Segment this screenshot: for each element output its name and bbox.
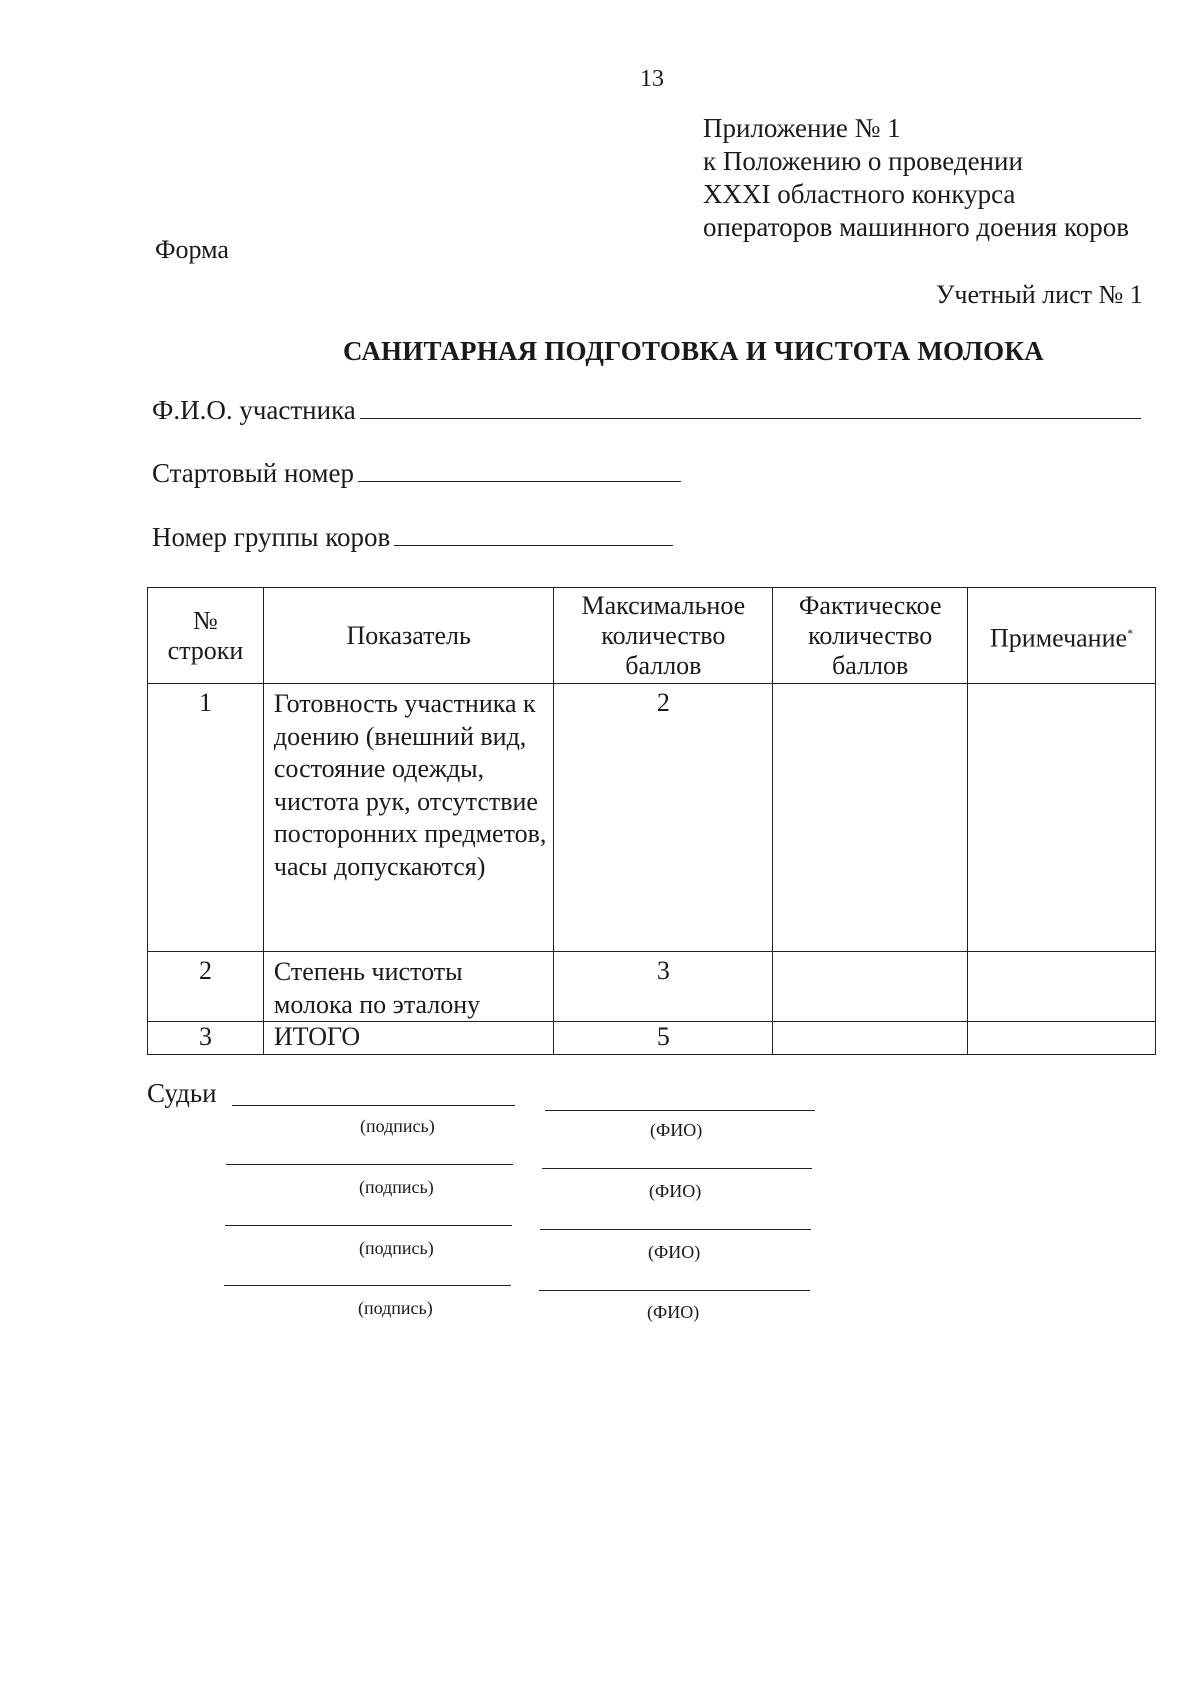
- table-row: [148, 952, 1156, 1022]
- fio-caption: (ФИО): [647, 1302, 700, 1322]
- appendix-block: [703, 112, 1129, 244]
- judges-label: Судьи: [147, 1078, 217, 1108]
- document-title: САНИТАРНАЯ ПОДГОТОВКА И ЧИСТОТА МОЛОКА: [343, 336, 1044, 366]
- fio-caption: (ФИО): [649, 1181, 702, 1201]
- form-label: Форма: [155, 235, 229, 264]
- max-points-cell: 5: [554, 1022, 773, 1055]
- header-text: количество: [808, 620, 933, 650]
- score-table: [147, 587, 1156, 1055]
- cow-group-blank[interactable]: [394, 523, 673, 546]
- max-points-cell: 3: [554, 952, 773, 1022]
- cow-group-field: [152, 522, 673, 553]
- fio-caption: (ФИО): [648, 1242, 701, 1262]
- signature-caption: (подпись): [359, 1177, 434, 1197]
- header-text: Примечание: [990, 623, 1128, 653]
- start-number-blank[interactable]: [358, 459, 681, 482]
- judge-fio-line[interactable]: [540, 1229, 811, 1230]
- header-text: №: [193, 605, 218, 635]
- fio-caption: (ФИО): [650, 1120, 703, 1140]
- table-header-row: [148, 588, 1156, 684]
- start-number-label: Стартовый номер: [152, 458, 354, 488]
- header-text: баллов: [625, 650, 702, 680]
- judge-signature-line[interactable]: [226, 1164, 513, 1165]
- row-number-cell: 3: [148, 1022, 264, 1055]
- row-number-cell: 2: [148, 952, 264, 1022]
- actual-points-cell[interactable]: [773, 1022, 968, 1055]
- participant-name-blank[interactable]: [360, 396, 1141, 419]
- header-text: баллов: [832, 650, 909, 680]
- signature-caption: (подпись): [359, 1238, 434, 1258]
- footnote-mark: *: [1127, 625, 1134, 640]
- table-row: [148, 684, 1156, 952]
- start-number-field: [152, 458, 681, 489]
- header-text: Фактическое: [798, 590, 942, 620]
- note-cell[interactable]: [968, 952, 1156, 1022]
- indicator-cell: Готовность участника к доению (внешний вид, состояние одежды, чистота рук, отсутствие посторонних предметов, часы допускаются): [263, 684, 554, 952]
- appendix-line: XXXI областного конкурса: [703, 179, 1016, 209]
- appendix-line: Приложение № 1: [703, 113, 901, 143]
- signature-caption: (подпись): [360, 1116, 435, 1136]
- note-cell[interactable]: [968, 1022, 1156, 1055]
- header-actual-points: [773, 588, 968, 684]
- actual-points-cell[interactable]: [773, 684, 968, 952]
- judge-fio-line[interactable]: [539, 1290, 810, 1291]
- appendix-line: к Положению о проведении: [703, 146, 1023, 176]
- header-text: Максимальное: [581, 590, 746, 620]
- appendix-line: операторов машинного доения коров: [703, 212, 1129, 242]
- judge-signature-line[interactable]: [225, 1225, 512, 1226]
- judge-fio-line[interactable]: [542, 1168, 812, 1169]
- participant-name-label: Ф.И.О. участника: [152, 395, 356, 425]
- judge-signature-line[interactable]: [224, 1285, 511, 1286]
- page-number: 13: [640, 66, 664, 92]
- sheet-label: Учетный лист № 1: [936, 280, 1143, 309]
- judge-signature-line[interactable]: [232, 1105, 515, 1106]
- actual-points-cell[interactable]: [773, 952, 968, 1022]
- judge-fio-line[interactable]: [545, 1110, 815, 1111]
- header-text: строки: [167, 635, 244, 665]
- indicator-cell: Степень чистоты молока по эталону: [263, 952, 554, 1022]
- header-text: количество: [601, 620, 726, 650]
- header-indicator: Показатель: [263, 588, 554, 684]
- participant-name-field: [152, 395, 1141, 426]
- header-max-points: [554, 588, 773, 684]
- header-note: [968, 588, 1156, 684]
- max-points-cell: 2: [554, 684, 773, 952]
- table-row-total: [148, 1022, 1156, 1055]
- signature-caption: (подпись): [358, 1298, 433, 1318]
- header-row-number: [148, 588, 264, 684]
- indicator-cell: ИТОГО: [263, 1022, 554, 1055]
- note-cell[interactable]: [968, 684, 1156, 952]
- cow-group-label: Номер группы коров: [152, 522, 391, 552]
- row-number-cell: 1: [148, 684, 264, 952]
